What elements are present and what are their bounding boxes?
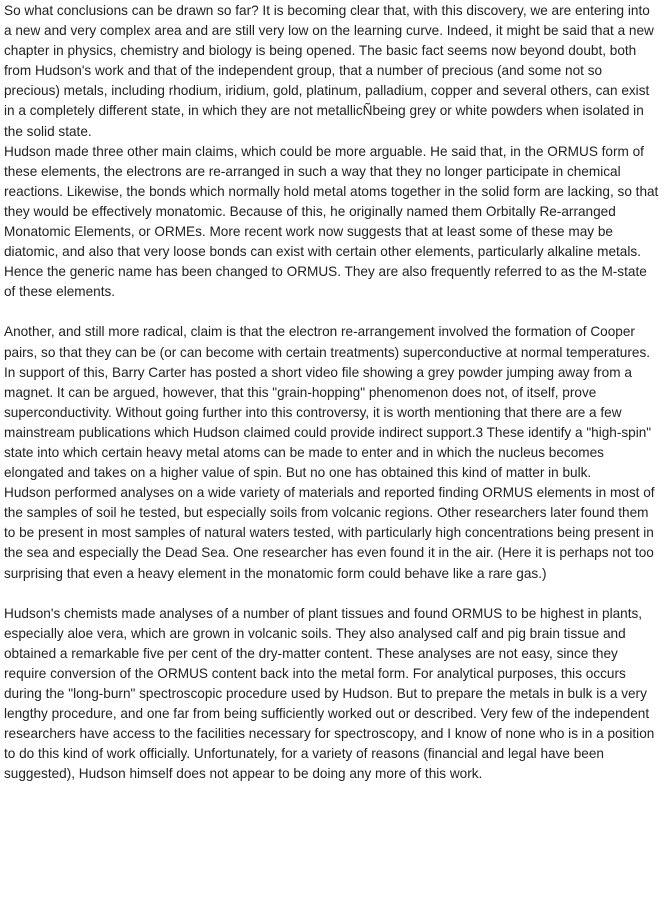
paragraph-soil-analyses: Hudson performed analyses on a wide variety of materials and reported finding ORMUS elements in most of the samples of soil he tested, but especially soils from volcanic regions. Other researchers later found them to be present in most samples of natural waters tested, with particularly high concentrations being present in the sea and especially the Dead Sea. One researcher has even found it in the air. (Here it is perhaps not too surprising that even a heavy element in the monatomic form could behave like a rare gas.): [4, 485, 655, 581]
paragraph-spacer: [4, 302, 660, 322]
paragraph-superconductivity: Another, and still more radical, claim is that the electron re-arrangement involved the formation of Cooper pairs, so that they can be (or can become with certain treatments) superconductive at normal temperatures. In support of this, Barry Carter has posted a short video file showing a grey powder jumping away from a magnet. It can be argued, however, that this "grain-hopping" phenomenon does not, of itself, prove superconductivity. Without going further into this controversy, it is worth mentioning that there are a few mainstream publications which Hudson claimed could provide indirect support.3 These identify a "high-spin" state into which certain heavy metal atoms can be made to enter and in which the nucleus becomes elongated and takes on a higher value of spin. But no one has obtained this kind of matter in bulk.: [4, 324, 652, 481]
paragraph-plant-tissues: Hudson's chemists made analyses of a number of plant tissues and found ORMUS to be highest in plants, especially aloe vera, which are grown in volcanic soils. They also analysed calf and pig brain tissue and obtained a remarkable five per cent of the dry-matter content. These analyses are not easy, since they require conversion of the ORMUS content back into the metal form. For analytical purposes, this occurs during the "long-burn" spectroscopic procedure used by Hudson. But to prepare the metals in bulk is a very lengthy procedure, and one far from being sufficiently worked out or described. Very few of the independent researchers have access to the facilities necessary for spectroscopy, and I know of none who is in a position to do this kind of work officially. Unfortunately, for a variety of reasons (financial and legal have been suggested), Hudson himself does not appear to be doing any more of this work.: [4, 605, 655, 782]
paragraph-hudson-claims: Hudson made three other main claims, which could be more arguable. He said that, in the ORMUS form of these elements, the electrons are re-arranged in such a way that they no longer participate in chemical reactions. Likewise, the bonds which normally hold metal atoms together in the solid form are lacking, so that they would be effectively monatomic. Because of this, he originally named them Orbitally Re-arranged Monatomic Elements, or ORMEs. More recent work now suggests that at least some of these may be diatomic, and also that very loose bonds can exist with certain other elements, particularly alkaline metals. Hence the generic name has been changed to ORMUS. They are also frequently referred to as the M-state of these elements.: [4, 143, 659, 300]
paragraph-spacer: [4, 584, 660, 604]
paragraph-conclusions: So what conclusions can be drawn so far? It is becoming clear that, with this discovery, we are entering into a new and very complex area and are still very low on the learning curve. Indeed, it might be said that a new chapter in physics, chemistry and biology is being opened. The basic fact seems now beyond doubt, both from Hudson's work and that of the independent group, that a number of precious (and some not so precious) metals, including rhodium, iridium, gold, platinum, palladium, copper and several others, can exist in a completely different state, in which they are not metallicÑbeing grey or white powders when isolated in the solid state.: [4, 3, 654, 139]
